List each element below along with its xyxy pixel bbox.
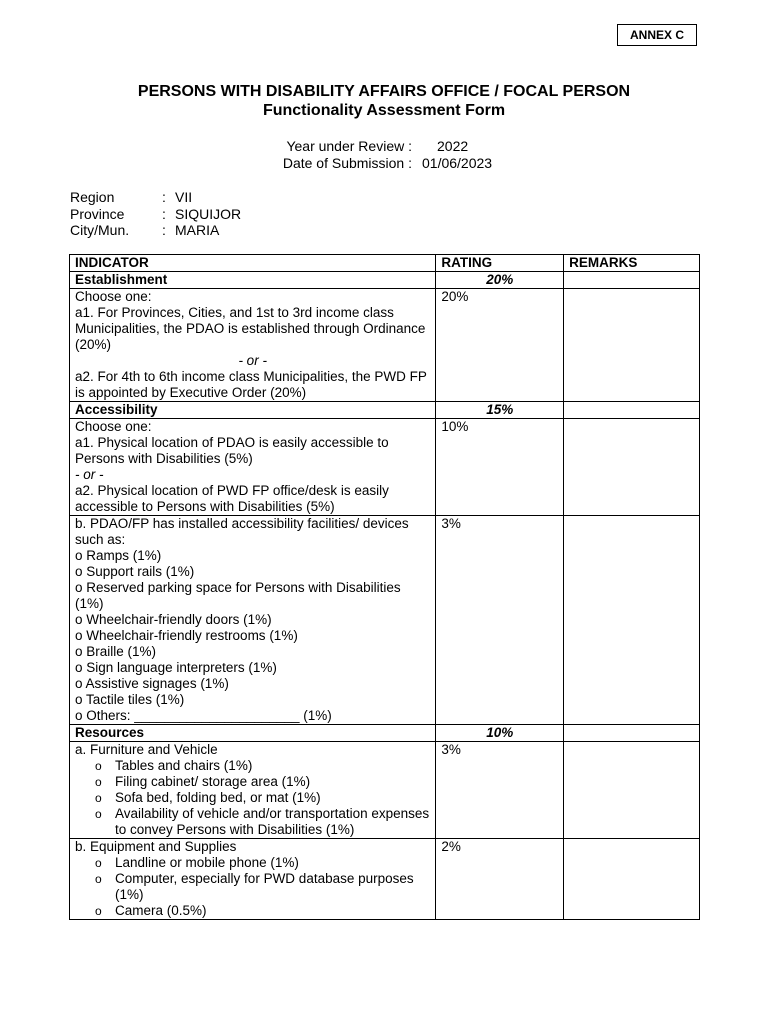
province-label: Province [70,206,125,222]
section-row-resources [70,725,700,742]
year-label: Year under Review : [286,138,412,154]
table-row [70,516,700,725]
indicator-cell [70,742,436,839]
list-item: o Computer, especially for PWD database purposes (1%) [115,871,430,903]
table-header-row [70,255,700,272]
section-weight: 15% [436,402,564,419]
section-remarks [564,272,700,289]
rating-cell[interactable]: 3% [436,742,564,839]
city-label: City/Mun. [70,222,130,238]
table-row [70,839,700,920]
indicator-header: INDICATOR [70,255,436,272]
section-title: Accessibility [70,402,436,419]
table-row [70,742,700,839]
table-row [70,419,700,516]
form-subtitle: Functionality Assessment Form [262,102,506,119]
table-row [70,289,700,402]
indicator-cell [70,419,436,516]
section-row-establishment [70,272,700,289]
year-under-review-row [0,138,768,155]
section-remarks [564,402,700,419]
remarks-cell[interactable] [564,516,700,725]
assessment-table [69,254,700,920]
remarks-cell[interactable] [564,839,700,920]
bullet-list [75,758,430,838]
province-value: SIQUIJOR [175,206,242,222]
bullet-list [75,855,430,919]
indicator-cell [70,516,436,725]
region-value: VII [175,189,193,205]
list-item: o Others: ______________________ (1%) [75,708,332,723]
region-label: Region [70,189,115,205]
section-weight: 10% [436,725,564,742]
list-item: o Tactile tiles (1%) [75,692,185,707]
list-item: o Sofa bed, folding bed, or mat (1%) [115,790,430,806]
or-separator: - or - [75,467,104,482]
list-item: o Assistive signages (1%) [75,676,229,691]
remarks-cell[interactable] [564,419,700,516]
list-item: o Availability of vehicle and/or transportation expenses to convey Persons with Disabilities (1%) [115,806,430,838]
list-item: o Support rails (1%) [75,564,195,579]
remarks-header: REMARKS [564,255,700,272]
city-value: MARIA [175,222,220,238]
section-weight: 20% [436,272,564,289]
list-item: o Ramps (1%) [75,548,162,563]
rating-cell[interactable]: 20% [436,289,564,402]
section-remarks [564,725,700,742]
date-of-submission-row [0,155,768,172]
year-value: 2022 [437,138,469,154]
indicator-line: a1. Physical location of PDAO is easily accessible to Persons with Disabilities (5%) [75,435,389,466]
region-colon: : [162,189,166,205]
section-title: Establishment [70,272,436,289]
list-item: o Braille (1%) [75,644,157,659]
list-item: o Sign language interpreters (1%) [75,660,277,675]
list-item: o Wheelchair-friendly doors (1%) [75,612,272,627]
list-item: o Landline or mobile phone (1%) [115,855,430,871]
form-title: PERSONS WITH DISABILITY AFFAIRS OFFICE / FOCAL PERSON [137,83,631,100]
date-label: Date of Submission : [282,155,412,171]
rating-cell[interactable]: 2% [436,839,564,920]
list-item: o Tables and chairs (1%) [115,758,430,774]
rating-header: RATING [436,255,564,272]
indicator-heading: a. Furniture and Vehicle [75,742,218,757]
list-item: o Camera (0.5%) [115,903,430,919]
list-item: o Wheelchair-friendly restrooms (1%) [75,628,298,643]
indicator-line: Choose one: [75,289,152,304]
indicator-cell [70,839,436,920]
list-item: o Reserved parking space for Persons with Disabilities (1%) [75,580,401,611]
rating-cell[interactable]: 10% [436,419,564,516]
indicator-heading: b. Equipment and Supplies [75,839,237,854]
indicator-line: Choose one: [75,419,152,434]
rating-cell[interactable]: 3% [436,516,564,725]
indicator-line: b. PDAO/FP has installed accessibility facilities/ devices such as: [75,516,409,547]
indicator-cell [70,289,436,402]
remarks-cell[interactable] [564,289,700,402]
or-separator: - or - [238,353,267,368]
province-colon: : [162,206,166,222]
indicator-line: a1. For Provinces, Cities, and 1st to 3rd income class Municipalities, the PDAO is established through Ordinance (20%) [75,305,426,352]
section-row-accessibility [70,402,700,419]
city-colon: : [162,222,166,238]
list-item: o Filing cabinet/ storage area (1%) [115,774,430,790]
section-title: Resources [70,725,436,742]
remarks-cell[interactable] [564,742,700,839]
indicator-line: a2. Physical location of PWD FP office/desk is easily accessible to Persons with Disabilities (5%) [75,483,389,514]
indicator-line: a2. For 4th to 6th income class Municipalities, the PWD FP is appointed by Executive Order (20%) [75,369,427,400]
annex-label: ANNEX C [617,24,697,46]
date-value: 01/06/2023 [422,155,493,171]
